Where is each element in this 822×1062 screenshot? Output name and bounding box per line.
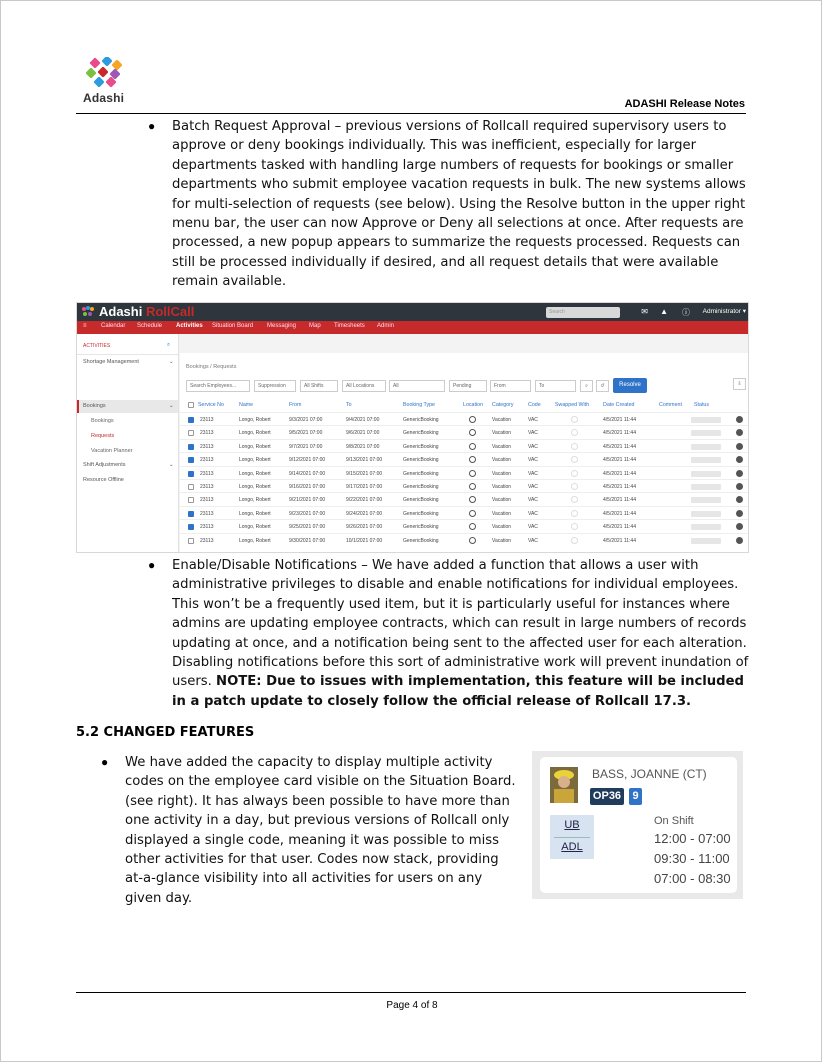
sidebar-item-shortage[interactable]: Shortage Management (83, 359, 139, 365)
row-details-icon[interactable] (736, 523, 743, 530)
menu-icon[interactable]: ≡ (83, 323, 87, 329)
cell-from: 9/21/2021 07:00 (289, 497, 326, 504)
cell-to: 9/4/2021 07:00 (346, 417, 380, 423)
location-info-icon[interactable] (469, 510, 476, 517)
cell-code: VAC (528, 457, 538, 464)
location-info-icon[interactable] (469, 537, 476, 544)
cell-service-no: 23113 (200, 430, 214, 437)
suppression-select[interactable]: Suppression (254, 380, 296, 392)
cell-date-created: 4/5/2021 11:44 (603, 470, 636, 477)
swapped-with-icon (571, 416, 578, 423)
table-header (180, 402, 749, 412)
cell-booking-type: GenericBooking (403, 417, 439, 423)
nav-timesheets[interactable]: Timesheets (334, 323, 365, 329)
row-checkbox[interactable] (188, 471, 194, 477)
station-badge: OP36 (590, 788, 624, 805)
cell-category: Vacation (492, 524, 512, 531)
code-divider (554, 837, 590, 838)
cell-booking-type: GenericBooking (403, 470, 439, 477)
location-info-icon[interactable] (469, 523, 476, 530)
row-checkbox[interactable] (188, 417, 194, 423)
cell-name: Longo, Robert (239, 484, 271, 490)
rollcall-screenshot (76, 302, 749, 553)
cell-code: VAC (528, 484, 538, 490)
cell-booking-type: GenericBooking (403, 484, 439, 490)
cell-from: 9/12/2021 07:00 (289, 457, 326, 464)
table-row[interactable] (180, 479, 749, 492)
cell-from: 9/30/2021 07:00 (289, 537, 326, 544)
info-icon[interactable]: ⓘ (682, 308, 690, 317)
notifications-text: Enable/Disable Notifications – We have added a function that allows a user with administrative privileges to disable and enable notifications for individual employees. This won’t be a frequently used item, but it is particularly useful for instances where admins are updating employee contracts, which can result in large numbers of records updating at once, and a notification being sent to the affected user for each alteration. Disabling notifications before this sort of administrative work will prevent inundation of users. (172, 558, 749, 690)
sidebar-item-bookings[interactable]: Bookings (83, 403, 106, 409)
on-shift-label: On Shift (654, 815, 694, 827)
count-badge: 9 (629, 788, 642, 805)
location-info-icon[interactable] (469, 416, 476, 423)
cell-name: Longo, Robert (239, 417, 271, 423)
swapped-with-icon (571, 483, 578, 490)
cell-code: VAC (528, 470, 538, 477)
cell-service-no: 23113 (200, 470, 214, 477)
location-info-icon[interactable] (469, 456, 476, 463)
col-to[interactable]: To (346, 402, 352, 408)
status-indicator (691, 444, 721, 450)
shift-time: 07:00 - 08:30 (654, 871, 731, 886)
app-top-bar (77, 303, 748, 321)
cell-service-no: 23113 (200, 457, 214, 464)
cell-to: 9/24/2021 07:00 (346, 510, 383, 517)
swapped-with-icon (571, 510, 578, 517)
sidebar-search-icon[interactable]: ⌕ (167, 342, 171, 348)
table-row[interactable] (180, 506, 749, 519)
cell-from: 9/14/2021 07:00 (289, 470, 326, 477)
refresh-icon[interactable]: ↺ (596, 380, 609, 392)
table-row[interactable] (180, 412, 749, 425)
table-row[interactable] (180, 519, 749, 532)
cell-category: Vacation (492, 470, 512, 477)
nav-map[interactable]: Map (309, 323, 321, 329)
locations-select[interactable]: All Locations (342, 380, 386, 392)
page-number: Page 4 of 8 (386, 1000, 438, 1011)
swapped-with-icon (571, 537, 578, 544)
chevron-down-icon[interactable]: ⌄ (169, 462, 174, 468)
col-from[interactable]: From (289, 402, 302, 408)
cell-service-no: 23113 (200, 524, 214, 531)
shifts-select[interactable]: All Shifts (300, 380, 338, 392)
bullet-marker: ● (101, 755, 109, 769)
sidebar-item-shift-adjustments[interactable]: Shift Adjustments (83, 462, 126, 468)
activity-codes (550, 815, 594, 859)
search-icon[interactable]: ⌕ (580, 380, 593, 392)
table-row[interactable] (180, 492, 749, 505)
avatar (550, 767, 578, 803)
logo-text: Adashi (83, 91, 125, 105)
nav-calendar[interactable]: Calendar (101, 323, 126, 329)
cell-category: Vacation (492, 430, 512, 437)
employee-search-input[interactable]: Search Employees... (186, 380, 250, 392)
cell-booking-type: GenericBooking (403, 443, 439, 450)
brand-name: Adashi (99, 304, 143, 319)
row-details-icon[interactable] (736, 510, 743, 517)
col-comment[interactable]: Comment (659, 402, 682, 408)
cell-from: 9/16/2021 07:00 (289, 484, 326, 490)
breadcrumb: Bookings / Requests (186, 364, 237, 370)
cell-from: 9/23/2021 07:00 (289, 510, 326, 517)
cell-date-created: 4/5/2021 11:44 (603, 417, 636, 423)
cell-booking-type: GenericBooking (403, 457, 439, 464)
col-swapped-with[interactable]: Swapped With (555, 402, 590, 408)
notifications-note: NOTE: Due to issues with implementation, this feature will be included in a patch update to closely follow the official release of Rollcall 17.3. (172, 674, 745, 709)
app-brand (99, 304, 194, 319)
col-date-created[interactable]: Date Created (603, 402, 635, 408)
row-details-icon[interactable] (736, 537, 743, 544)
brand-logo-icon (81, 306, 95, 318)
row-details-icon[interactable] (736, 470, 743, 477)
cell-date-created: 4/5/2021 11:44 (603, 443, 636, 450)
swapped-with-icon (571, 456, 578, 463)
cell-service-no: 23113 (200, 484, 214, 490)
swapped-with-icon (571, 429, 578, 436)
status-indicator (691, 484, 721, 490)
col-service-no[interactable]: Service No (198, 402, 224, 408)
status-indicator (691, 497, 721, 503)
location-info-icon[interactable] (469, 470, 476, 477)
row-checkbox[interactable] (188, 484, 194, 490)
cell-booking-type: GenericBooking (403, 430, 439, 437)
cell-name: Longo, Robert (239, 524, 271, 531)
col-code[interactable]: Code (528, 402, 541, 408)
row-details-icon[interactable] (736, 456, 743, 463)
status-indicator (691, 457, 721, 463)
notification-icon[interactable]: ▲ (660, 307, 668, 316)
location-info-icon[interactable] (469, 443, 476, 450)
resolve-button[interactable]: Resolve (613, 378, 647, 393)
nav-messaging[interactable]: Messaging (267, 323, 297, 329)
cell-from: 9/25/2021 07:00 (289, 524, 326, 531)
section-heading: 5.2 CHANGED FEATURES (76, 725, 255, 740)
cell-code: VAC (528, 510, 538, 517)
sidebar-divider (77, 354, 178, 355)
footer-divider (76, 992, 746, 993)
cell-service-no: 23113 (200, 497, 214, 504)
chevron-down-icon[interactable]: ⌄ (169, 359, 174, 365)
shift-time: 09:30 - 11:00 (654, 851, 730, 866)
cell-category: Vacation (492, 497, 512, 504)
cell-date-created: 4/5/2021 11:44 (603, 537, 636, 544)
cell-category: Vacation (492, 457, 512, 464)
row-details-icon[interactable] (736, 496, 743, 503)
row-details-icon[interactable] (736, 429, 743, 436)
cell-booking-type: GenericBooking (403, 497, 439, 504)
cell-category: Vacation (492, 484, 512, 490)
col-booking-type[interactable]: Booking Type (403, 402, 436, 408)
shift-time: 12:00 - 07:00 (654, 831, 731, 846)
cell-code: VAC (528, 497, 538, 504)
cell-booking-type: GenericBooking (403, 537, 439, 544)
sidebar-sub-requests[interactable]: Requests (91, 433, 115, 439)
cell-name: Longo, Robert (239, 497, 271, 504)
all-select[interactable]: All (389, 380, 445, 392)
swapped-with-icon (571, 496, 578, 503)
cell-service-no: 23113 (200, 537, 214, 544)
location-info-icon[interactable] (469, 483, 476, 490)
to-date-input[interactable]: To (535, 380, 576, 392)
cell-service-no: 23113 (200, 510, 214, 517)
cell-code: VAC (528, 430, 538, 437)
table-row[interactable] (180, 452, 749, 465)
status-indicator (691, 471, 721, 477)
col-status[interactable]: Status (694, 402, 710, 408)
row-checkbox[interactable] (188, 457, 194, 463)
row-details-icon[interactable] (736, 483, 743, 490)
cell-category: Vacation (492, 510, 512, 517)
cell-to: 9/6/2021 07:00 (346, 430, 380, 437)
user-menu[interactable]: Administrator ▾ (702, 308, 746, 315)
status-indicator (691, 524, 721, 530)
col-category[interactable]: Category (492, 402, 514, 408)
row-checkbox[interactable] (188, 430, 194, 436)
cell-code: VAC (528, 537, 538, 544)
row-details-icon[interactable] (736, 443, 743, 450)
cell-to: 9/22/2021 07:00 (346, 497, 383, 504)
swapped-with-icon (571, 523, 578, 530)
nav-schedule[interactable]: Schedule (137, 323, 163, 329)
swapped-with-icon (571, 470, 578, 477)
app-nav-bar (77, 321, 748, 334)
activity-code-adl[interactable]: ADL (561, 841, 583, 853)
bullet-marker: ● (148, 558, 156, 572)
export-icon[interactable]: ⇩ (733, 378, 746, 390)
row-checkbox[interactable] (188, 497, 194, 503)
cell-code: VAC (528, 417, 538, 423)
status-indicator (691, 430, 721, 436)
row-checkbox[interactable] (188, 538, 194, 544)
table-row[interactable] (180, 466, 749, 479)
cell-to: 10/1/2021 07:00 (346, 537, 383, 544)
document-title: ADASHI Release Notes (624, 98, 745, 110)
cell-to: 9/8/2021 07:00 (346, 443, 380, 450)
cell-date-created: 4/5/2021 11:44 (603, 524, 636, 531)
table-row[interactable] (180, 425, 749, 438)
cell-name: Longo, Robert (239, 537, 271, 544)
from-date-input[interactable]: From (490, 380, 531, 392)
cell-category: Vacation (492, 443, 512, 450)
cell-booking-type: GenericBooking (403, 524, 439, 531)
mail-icon[interactable]: ✉ (641, 307, 648, 316)
cell-from: 9/3/2021 07:00 (289, 417, 323, 423)
cell-date-created: 4/5/2021 11:44 (603, 484, 636, 490)
app-main-panel (180, 353, 749, 553)
brand-accent: RollCall (145, 304, 195, 319)
status-indicator (691, 538, 721, 544)
cell-service-no: 23113 (200, 417, 214, 423)
app-sidebar (77, 334, 179, 553)
row-checkbox[interactable] (188, 444, 194, 450)
location-info-icon[interactable] (469, 429, 476, 436)
cell-from: 9/7/2021 07:00 (289, 443, 323, 450)
nav-activities[interactable]: Activities (176, 323, 203, 329)
nav-situation-board[interactable]: Situation Board (212, 323, 254, 329)
app-search-input[interactable]: Search (546, 307, 620, 318)
col-name[interactable]: Name (239, 402, 254, 408)
cell-date-created: 4/5/2021 11:44 (603, 457, 636, 464)
cell-to: 9/13/2021 07:00 (346, 457, 383, 464)
table-row[interactable] (180, 533, 749, 546)
cell-date-created: 4/5/2021 11:44 (603, 497, 636, 504)
location-info-icon[interactable] (469, 496, 476, 503)
cell-code: VAC (528, 524, 538, 531)
cell-booking-type: GenericBooking (403, 510, 439, 517)
nav-admin[interactable]: Admin (377, 323, 395, 329)
cell-category: Vacation (492, 537, 512, 544)
cell-date-created: 4/5/2021 11:44 (603, 430, 636, 437)
cell-name: Longo, Robert (239, 457, 271, 464)
select-all-checkbox[interactable] (188, 402, 194, 408)
activity-code-ub[interactable]: UB (564, 819, 580, 831)
cell-name: Longo, Robert (239, 430, 271, 437)
row-checkbox[interactable] (188, 511, 194, 517)
cell-from: 9/5/2021 07:00 (289, 430, 323, 437)
col-location[interactable]: Location (463, 402, 484, 408)
sidebar-sub-bookings[interactable]: Bookings (91, 418, 114, 424)
paragraph-batch-request: Batch Request Approval – previous versions of Rollcall required supervisory users to approve or deny bookings individually. This was inefficient, especially for larger departments tasked with handling large numbers of requests for bookings or smaller departments who submit employee vacation requests in bulk. The new systems allows for multi-selection of requests (see below). Using the Resolve button in the upper right menu bar, the user can now Approve or Deny all selections at once. After requests are processed, a new popup appears to summarize the requests processed. Requests can still be processed individually if desired, and all request details that were available remain available. (172, 119, 746, 290)
pending-select[interactable]: Pending (449, 380, 487, 392)
sidebar-item-resource-offline[interactable]: Resource Offline (83, 477, 124, 483)
cell-name: Longo, Robert (239, 443, 271, 450)
chevron-down-icon[interactable]: ⌄ (169, 403, 174, 409)
user-name: Administrator (702, 308, 741, 315)
row-checkbox[interactable] (188, 524, 194, 530)
employee-card (540, 757, 737, 893)
paragraph-activity-codes: We have added the capacity to display multiple activity codes on the employee card visible on the Situation Board. (see right). It has always been possible to have more than one activity in a day, but previous versions of Rollcall only displayed a single code, meaning it was possible to miss other activities for that user. Codes now stack, providing at-a-glance visibility into all activities for users on any given day. (125, 755, 516, 906)
cell-name: Longo, Robert (239, 510, 271, 517)
cell-service-no: 23113 (200, 443, 214, 450)
sidebar-sub-vacation-planner[interactable]: Vacation Planner (91, 448, 133, 454)
employee-name: BASS, JOANNE (CT) (592, 767, 707, 781)
paragraph-notifications (172, 556, 752, 711)
employee-card-screenshot (532, 751, 743, 899)
cell-to: 9/17/2021 07:00 (346, 484, 383, 490)
header-divider (76, 113, 746, 114)
cell-to: 9/26/2021 07:00 (346, 524, 383, 531)
cell-date-created: 4/5/2021 11:44 (603, 510, 636, 517)
status-indicator (691, 417, 721, 423)
cell-code: VAC (528, 443, 538, 450)
swapped-with-icon (571, 443, 578, 450)
cell-category: Vacation (492, 417, 512, 423)
cell-name: Longo, Robert (239, 470, 271, 477)
row-details-icon[interactable] (736, 416, 743, 423)
cell-to: 9/15/2021 07:00 (346, 470, 383, 477)
status-indicator (691, 511, 721, 517)
sidebar-heading: ACTIVITIES (83, 343, 111, 349)
table-row[interactable] (180, 439, 749, 452)
bullet-marker: ● (148, 119, 156, 133)
